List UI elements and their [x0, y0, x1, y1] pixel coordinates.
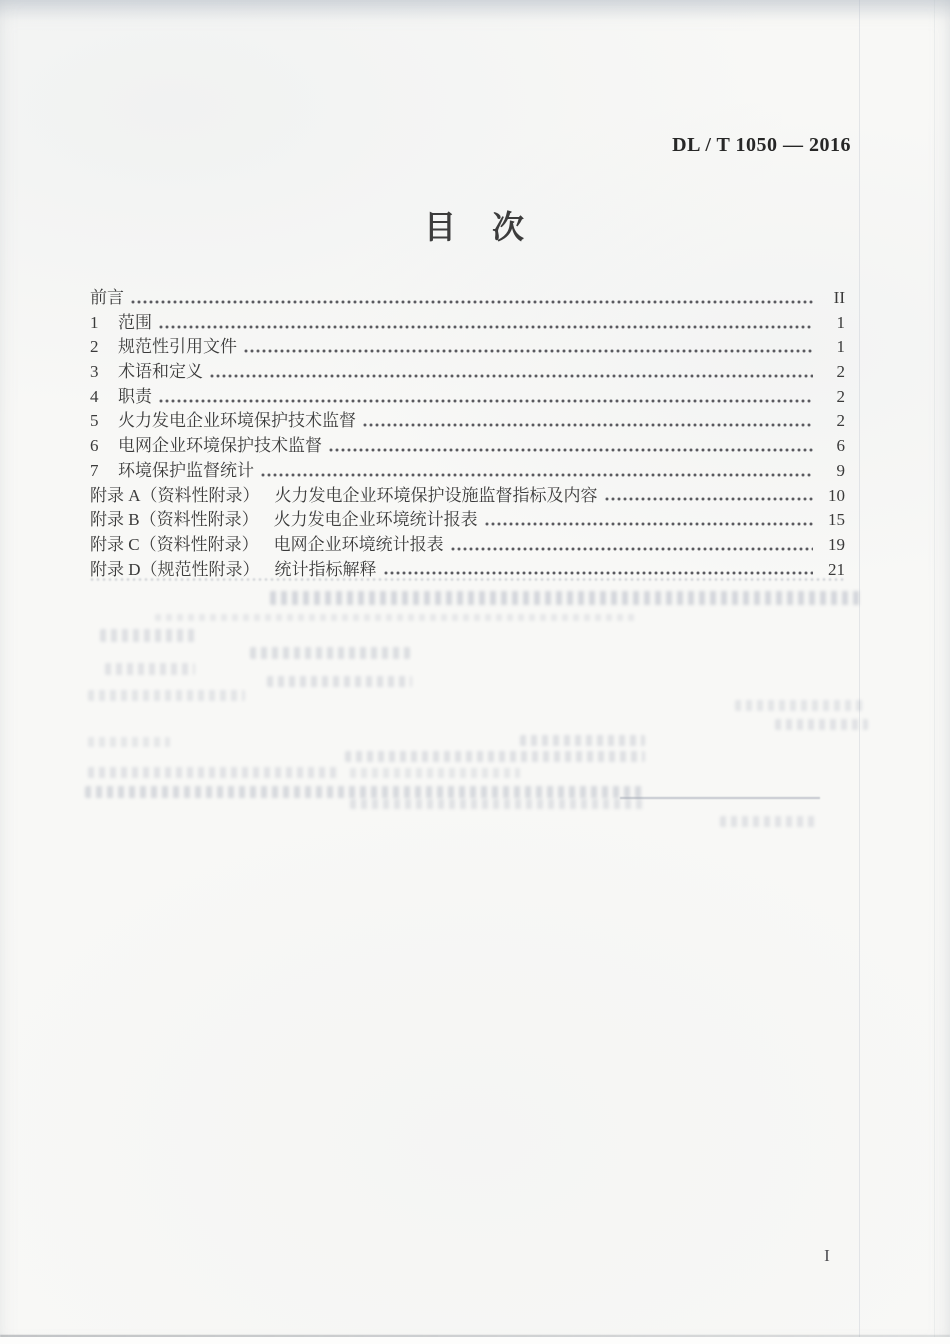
dot-leader [210, 374, 813, 378]
toc-entry-prefix: 附录 A（资料性附录） [90, 485, 260, 505]
bleedthrough-artifact [345, 751, 645, 762]
toc-entry-label: 火力发电企业环境保护技术监督 [118, 411, 356, 431]
bleedthrough-artifact [350, 799, 645, 809]
toc-entry [90, 508, 845, 533]
bleedthrough-artifact [155, 614, 635, 621]
bleedthrough-artifact [270, 591, 862, 605]
toc-entry-page: 2 [836, 362, 845, 382]
bleedthrough-artifact [100, 629, 195, 642]
dot-leader [244, 349, 813, 353]
toc-entry-page: 15 [828, 510, 845, 530]
toc-entry-prefix: 3 [90, 362, 99, 382]
toc-entry-label: 电网企业环境保护技术监督 [118, 436, 322, 456]
paper-bottom-edge [0, 1335, 950, 1337]
toc-entry-page: 19 [828, 534, 845, 554]
toc-entry-page: 1 [836, 312, 845, 332]
bleedthrough-artifact [88, 737, 170, 747]
toc-entry-prefix: 5 [90, 411, 99, 431]
toc-entry [90, 360, 845, 385]
toc-entry-label: 范围 [118, 312, 152, 332]
toc-entry [90, 311, 845, 336]
toc-entry [90, 409, 845, 434]
toc-entry-page: 9 [836, 460, 845, 480]
bleedthrough-artifact [775, 719, 868, 730]
dot-leader [384, 571, 813, 575]
toc-entry-page: 6 [836, 436, 845, 456]
toc-entry-prefix: 6 [90, 436, 99, 456]
toc-entry-prefix: 2 [90, 337, 99, 357]
scan-edge-shading [0, 0, 950, 24]
bleedthrough-artifact [85, 786, 645, 798]
page-number: I [824, 1246, 830, 1265]
dot-leader [159, 325, 813, 329]
toc-entry [90, 286, 845, 311]
bleedthrough-artifact [88, 690, 245, 701]
bleedthrough-artifact [735, 700, 865, 711]
bleedthrough-artifact [520, 735, 645, 746]
toc-entry-page: 2 [836, 411, 845, 431]
bleedthrough-rule-line [620, 797, 820, 799]
toc-entry-label: 环境保护监督统计 [118, 460, 254, 480]
bleedthrough-artifact [105, 663, 195, 675]
toc-entry-label: 职责 [118, 386, 152, 406]
toc-entry-prefix: 附录 B（资料性附录） [90, 510, 259, 530]
table-of-contents [90, 286, 845, 582]
toc-entry-page: II [833, 288, 845, 307]
toc-entry-label: 火力发电企业环境统计报表 [273, 510, 478, 530]
toc-entry [90, 434, 845, 459]
toc-entry [90, 335, 845, 360]
bleedthrough-artifact [267, 676, 412, 687]
paper-bottom-strip [0, 1337, 950, 1344]
toc-entry-label: 前言 [90, 288, 124, 307]
dot-leader [605, 497, 813, 501]
toc-entry [90, 484, 845, 509]
toc-entry-label: 统计指标解释 [274, 559, 377, 579]
dot-leader [131, 300, 813, 304]
bleedthrough-artifact [250, 647, 410, 659]
toc-entry-page: 2 [836, 386, 845, 406]
bleedthrough-artifact [720, 816, 815, 827]
dot-leader [451, 547, 813, 551]
bleedthrough-artifact [88, 767, 340, 778]
toc-entry-label: 术语和定义 [118, 362, 203, 382]
toc-entry-prefix: 1 [90, 312, 99, 332]
toc-entry-prefix: 7 [90, 460, 99, 480]
toc-entry-prefix: 附录 C（资料性附录） [90, 534, 259, 554]
toc-entry-label: 规范性引用文件 [118, 337, 237, 357]
toc-entry [90, 385, 845, 410]
toc-entry-page: 10 [828, 485, 845, 505]
toc-entry-label: 火力发电企业环境保护设施监督指标及内容 [274, 485, 598, 505]
dot-leader [329, 448, 813, 452]
page-title: 目 次 [423, 209, 526, 245]
toc-entry [90, 533, 845, 558]
toc-entry-prefix: 附录 D（规范性附录） [90, 559, 260, 579]
toc-entry-page: 1 [836, 337, 845, 357]
dot-leader [159, 399, 813, 403]
standard-number: DL / T 1050 — 2016 [672, 134, 851, 156]
dot-leader [485, 522, 813, 526]
toc-entry-page: 21 [828, 559, 845, 579]
dot-leader [363, 423, 813, 427]
dot-leader [261, 473, 813, 477]
toc-entry [90, 459, 845, 484]
bleedthrough-artifact [350, 768, 520, 778]
toc-entry [90, 558, 845, 583]
toc-entry-prefix: 4 [90, 386, 99, 406]
toc-entry-label: 电网企业环境统计报表 [273, 534, 444, 554]
